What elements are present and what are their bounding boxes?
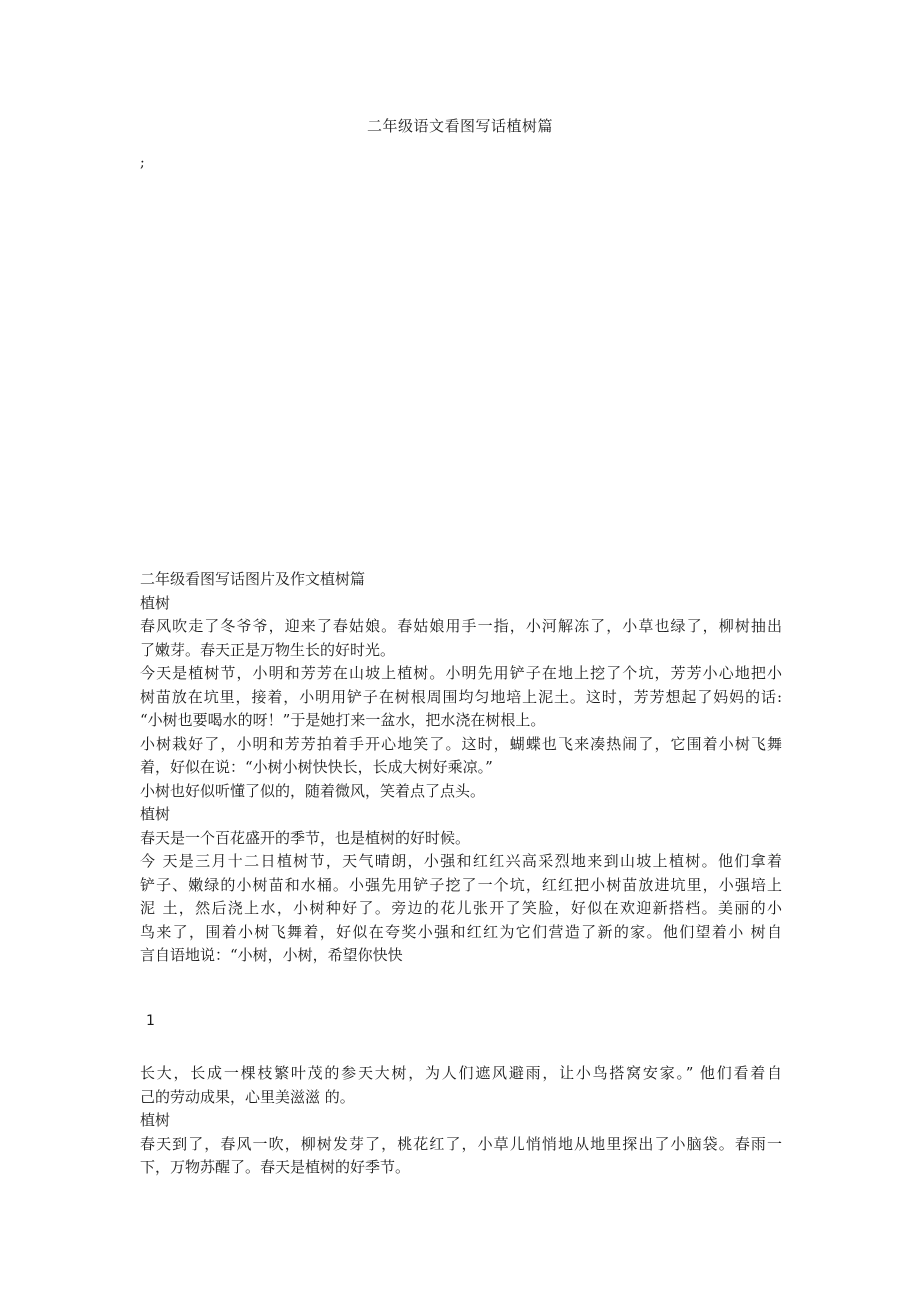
paragraph-line: 春天是一个百花盛开的季节，也是植树的好时候。 — [140, 828, 471, 847]
paragraph-line: 泥 土，然后浇上水，小树种好了。旁边的花儿张开了笑脸，好似在欢迎新搭档。美丽的小 — [140, 899, 782, 917]
section-heading: 二年级看图写话图片及作文植树篇 — [140, 570, 366, 588]
heading-planting-1: 植树 — [140, 593, 171, 612]
paragraph-line: 今天是植树节，小明和芳芳在山坡上植树。小明先用铲子在地上挖了个坑，芳芳小心地把小 — [140, 664, 782, 682]
paragraph-line: 小树也好似听懂了似的，随着微风，笑着点了点头。 — [140, 781, 486, 800]
heading-planting-3: 植树 — [140, 1111, 171, 1129]
paragraph-line: 小树栽好了，小明和芳芳拍着手开心地笑了。这时，蝴蝶也飞来凑热闹了，它围着小树飞舞 — [140, 734, 782, 753]
body-part-1 — [140, 568, 782, 968]
paragraph-line: 春天到了，春风一吹，柳树发芽了，桃花红了，小草儿悄悄地从地里探出了小脑袋。春雨一 — [140, 1134, 782, 1153]
paragraph-line: 下，万物苏醒了。春天是植树的好季节。 — [140, 1158, 411, 1176]
document-title: 二年级语文看图写话植树篇 — [366, 117, 553, 135]
heading-planting-2: 植树 — [140, 805, 171, 823]
paragraph-line: 树苗放在坑里，接着，小明用铲子在树根周围均匀地培上泥土。这时，芳芳想起了妈妈的话: — [140, 687, 782, 706]
paragraph-line: 长大，长成一棵枝繁叶茂的参天大树，为人们遮风避雨，让小鸟搭窝安家。” 他们看着自 — [140, 1064, 782, 1082]
paragraph-line: 今 天是三月十二日植树节，天气晴朗，小强和红红兴高采烈地来到山坡上植树。他们拿着 — [140, 852, 782, 870]
paragraph-line: 己的劳动成果，心里美滋滋 的。 — [140, 1087, 355, 1106]
marker-text: ; — [140, 155, 145, 171]
paragraph-line: 言自语地说：“小树，小树，希望你快快 — [140, 946, 403, 964]
body-part-2 — [140, 1062, 782, 1180]
paragraph-line: 鸟来了，围着小树飞舞着，好似在夸奖小强和红红为它们营造了新的家。他们望着小 树自 — [140, 922, 782, 941]
paragraph-line: 了嫩芽。春天正是万物生长的好时光。 — [140, 640, 396, 659]
paragraph-line: 着，好似在说：“小树小树快快长，长成大树好乘凉。” — [140, 758, 493, 776]
paragraph-line: “小树也要喝水的呀！”于是她打来一盆水，把水浇在树根上。 — [140, 711, 546, 729]
paragraph-line: 春风吹走了冬爷爷，迎来了春姑娘。春姑娘用手一指，小河解冻了，小草也绿了，柳树抽出 — [140, 617, 782, 635]
paragraph-line: 铲子、嫩绿的小树苗和水桶。小强先用铲子挖了一个坑，红红把小树苗放进坑里，小强培上 — [140, 875, 782, 894]
page-number: 1 — [146, 1013, 155, 1029]
